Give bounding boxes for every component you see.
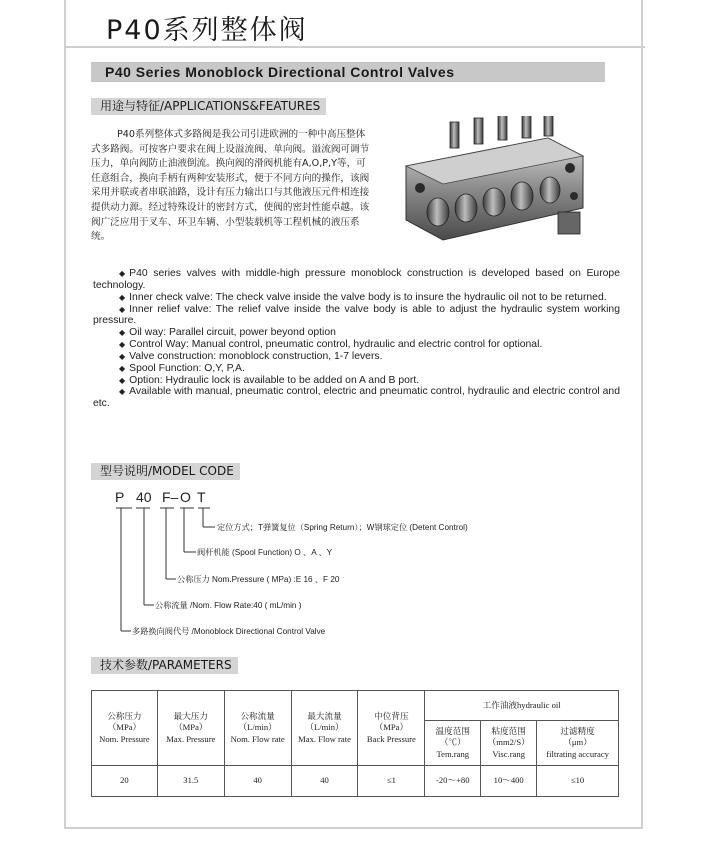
model-letter-t: T [197,489,206,505]
feature-item: ◆ Inner relief valve: The relief valve inside the valve body is able to adjust the hydraulic system working pressure. [93,303,620,327]
description-cn: P40系列整体式多路阀是我公司引进欧洲的一种中高压整体式多路阀。可按客户要求在阀上设溢流阀、单向阀。溢流阀可调节压力，单向阀防止油液倒流。换向阀的滑阀机能有A,O,P,Y等，可任意组合，换向手柄有两种安装形式，便于不同方向的操作，该阀采用并联或者串联油路，设计有压力输出口与其他液压元件相连接提供动力源。经过特殊设计的密封方式，使阀的密封性能卓越。该阀广泛应用于叉车、环卫车辆、小型装载机等工程机械的液压系统。 [91,129,370,243]
param-header-hydraulic-oil: 工作油液hydraulic oil [425,691,619,721]
param-value: 31.5 [157,766,224,797]
param-value: 20 [92,766,158,797]
feature-item: ◆ Option: Hydraulic lock is available to be added on A and B port. [119,374,420,386]
model-code-heading: 型号说明/MODEL CODE [91,463,240,480]
diamond-bullet-icon: ◆ [119,292,126,302]
feature-item: ◆ Valve construction: monoblock construction, 1-7 levers. [119,350,383,362]
parameters-heading: 技术参数/PARAMETERS [91,657,238,674]
diamond-bullet-icon: ◆ [119,269,126,278]
param-header-nom-flow: 公称流量 （L/min） Nom. Flow rate [224,691,291,766]
param-value: -20～+80 [425,766,481,797]
param-header-max-flow: 最大流量 （L/min） Max. Flow rate [291,691,358,766]
param-value: ≤1 [358,766,425,797]
diamond-bullet-icon: ◆ [119,340,126,350]
param-value: 10～400 [481,766,537,797]
model-letter-40: 40 [136,489,152,505]
model-letter-f: F– [162,489,179,505]
param-header-filtration: 过滤精度 （μm） filtrating accuracy [537,721,619,766]
param-value: ≤10 [537,766,619,797]
diamond-bullet-icon: ◆ [119,363,126,373]
feature-item: ◆ Inner check valve: The check valve inside the valve body is to insure the hydraulic oil not to be returned. [119,291,607,303]
param-header-max-pressure: 最大压力 （MPa） Max. Pressure [157,691,224,766]
model-letter-o: O [180,489,191,505]
feature-item: ◆ Available with manual, pneumatic control, electric and pneumatic control, hydraulic and electric control and etc. [93,386,620,410]
model-label-spool: 阀杆机能 (Spool Function) O 、A 、Y [197,548,333,557]
param-value: 40 [291,766,358,797]
diamond-bullet-icon: ◆ [119,375,126,385]
feature-item: ◆ P40 series valves with middle-high pressure monoblock construction is developed based on Europe technology. [93,268,620,291]
param-header-visc-range: 粘度范围 （mm2/S） Visc.rang [481,721,537,766]
feature-item: ◆ Spool Function: O,Y, P,A. [119,362,245,374]
param-header-nom-pressure: 公称压力 （MPa） Nom. Pressure [92,691,158,766]
diamond-bullet-icon: ◆ [119,328,126,338]
applications-heading: 用途与特征/APPLICATIONS&FEATURES [91,98,326,115]
model-label-flow: 公称流量 /Nom. Flow Rate:40 ( mL/min ) [155,601,302,610]
param-header-temp-range: 温度范围 （℃） Tem.rang [425,721,481,766]
param-header-back-pressure: 中位背压 （MPa） Back Pressure [358,691,425,766]
series-banner: P40 Series Monoblock Directional Control Valves [91,62,605,82]
param-value: 40 [224,766,291,797]
diamond-bullet-icon: ◆ [119,387,126,397]
model-label-pressure: 公称压力 Nom.Pressure ( MPa) :E 16 、F 20 [177,575,340,584]
page-title: P40系列整体阀 [106,15,308,46]
feature-item: ◆ Control Way: Manual control, pneumatic control, hydraulic and electric control for optional. [119,339,543,351]
feature-item: ◆ Oil way: Parallel circuit, power beyond option [119,327,336,339]
model-label-valve-code: 多路换向阀代号 /Monoblock Directional Control Valve [132,627,326,636]
diamond-bullet-icon: ◆ [119,304,126,314]
diamond-bullet-icon: ◆ [119,351,126,361]
parameters-table [91,690,619,797]
model-letter-p: P [115,489,125,505]
model-label-positioning: 定位方式；T弹簧复位（Spring Return）；W钢球定位 (Detent Control) [217,523,468,532]
